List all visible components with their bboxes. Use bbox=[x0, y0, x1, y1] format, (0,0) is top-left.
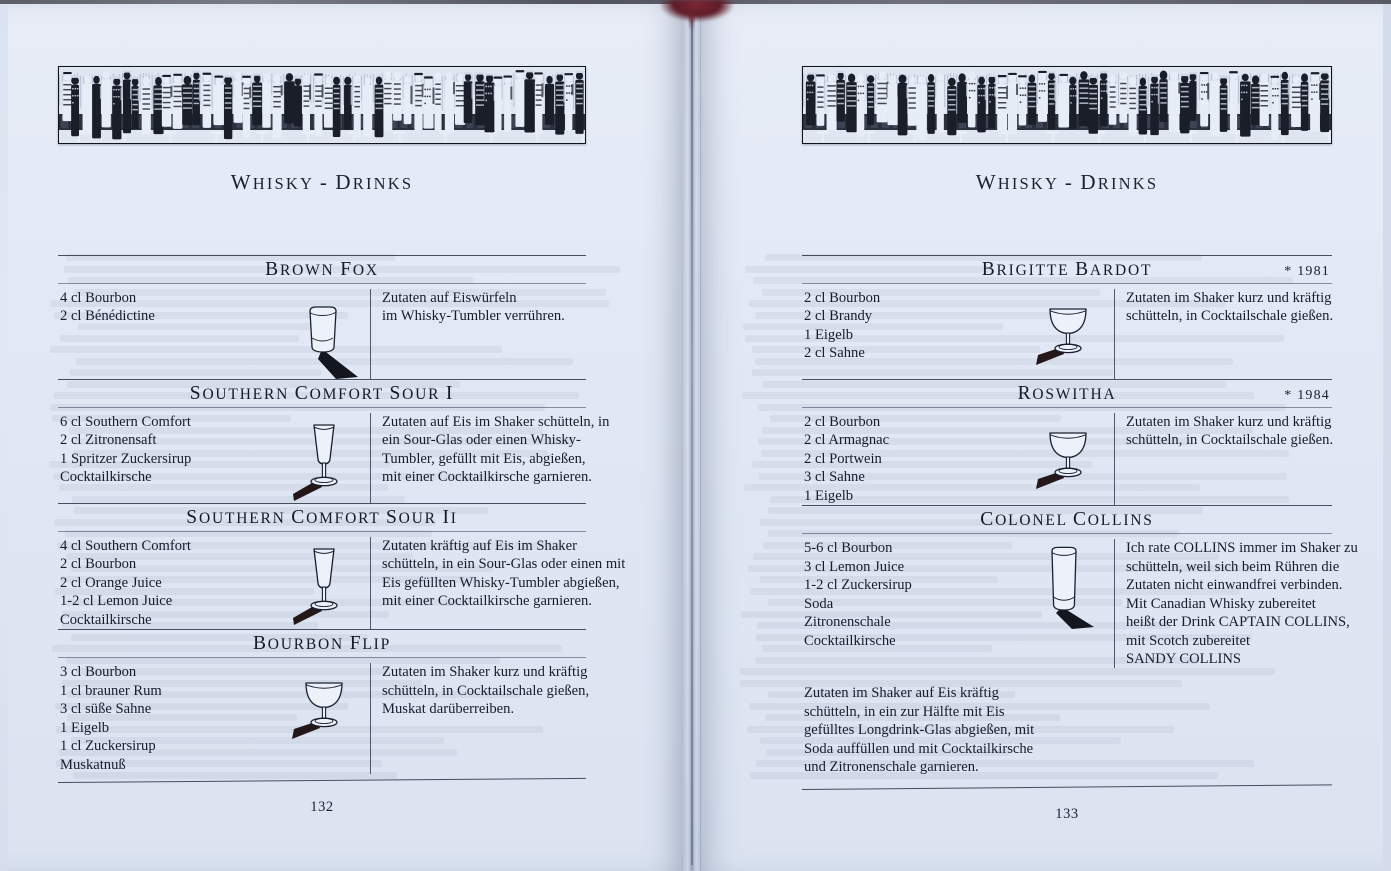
instruction-text bbox=[1124, 413, 1333, 450]
ingredient-item: 3 cl Bourbon bbox=[60, 664, 137, 681]
recipe-card bbox=[58, 255, 586, 379]
instruction-line: mit einer Cocktailkirsche garnieren. bbox=[382, 593, 592, 610]
instruction-line: schütteln, in Cocktailschale gießen, bbox=[382, 682, 590, 699]
recipe-under-rule bbox=[802, 533, 1332, 534]
ingredient-item: 1 Eigelb bbox=[60, 719, 110, 736]
ingredient-item: 2 cl Bourbon bbox=[804, 414, 881, 430]
ingredient-list bbox=[802, 539, 1036, 650]
column-divider bbox=[370, 413, 371, 503]
ingredient-item: Muskatnuß bbox=[60, 756, 126, 773]
column-divider bbox=[1114, 289, 1115, 379]
page-title-left: WHISKY - DRINKS bbox=[230, 170, 414, 194]
ingredient-list bbox=[802, 413, 1036, 505]
recipe-year: * 1981 bbox=[1284, 264, 1330, 279]
glass-illustration bbox=[292, 663, 370, 753]
instruction-line: heißt der Drink CAPTAIN COLLINS, bbox=[1126, 614, 1350, 631]
instruction-line: Muskat darüberreiben. bbox=[382, 701, 515, 718]
ingredient-item: 1-2 cl Zuckersirup bbox=[804, 577, 912, 594]
ingredient-item: 2 cl Armagnac bbox=[804, 432, 890, 449]
recipe-under-rule bbox=[58, 283, 586, 284]
instruction-line: ein Sour-Glas oder einen Whisky- bbox=[382, 432, 581, 449]
ingredient-item: 3 cl Lemon Juice bbox=[804, 558, 905, 575]
ingredient-item: 2 cl Orange Juice bbox=[60, 574, 162, 591]
column-divider bbox=[370, 537, 371, 629]
ingredient-item: 1 Eigelb bbox=[804, 487, 854, 504]
ingredient-item: 2 cl Sahne bbox=[804, 345, 865, 362]
ingredient-item: Cocktailkirsche bbox=[804, 632, 896, 649]
instruction-line: Zutaten im Shaker kurz und kräftig bbox=[1126, 414, 1332, 430]
instruction-line: Zutaten kräftig auf Eis im Shaker bbox=[382, 538, 577, 554]
ingredient-list bbox=[58, 413, 292, 487]
instruction-line: im Whisky-Tumbler verrühren. bbox=[382, 308, 565, 325]
page-bottom-rule bbox=[802, 784, 1332, 790]
ingredient-item: 1 cl Zuckersirup bbox=[60, 738, 156, 755]
longdrink-glass-icon bbox=[1036, 541, 1114, 631]
recipe-title: SOUTHERN COMFORT SOUR I bbox=[189, 383, 455, 404]
glass-illustration bbox=[1036, 539, 1114, 629]
bookmark-ribbon bbox=[660, 0, 734, 22]
coupe-glass-icon bbox=[1036, 415, 1114, 505]
instruction-line: Zutaten nicht einwandfrei verbinden. bbox=[1126, 577, 1343, 594]
instruction-line: Eis gefüllten Whisky-Tumbler abgießen, bbox=[382, 574, 620, 591]
ingredient-item: 2 cl Bourbon bbox=[804, 290, 881, 306]
instruction-line: SANDY COLLINS bbox=[1126, 650, 1241, 667]
bookmark-ribbon-tail bbox=[689, 12, 694, 30]
column-divider bbox=[370, 663, 371, 774]
recipe-under-rule bbox=[58, 531, 586, 532]
recipe-under-rule bbox=[58, 657, 586, 658]
instruction-text bbox=[380, 289, 586, 326]
recipe-title: BRIGITTE BARDOT * 1981 bbox=[981, 259, 1330, 280]
preparation-line: Soda auffüllen und mit Cocktailkirsche bbox=[804, 740, 1034, 757]
recipe-under-rule bbox=[802, 407, 1332, 408]
recipe-list-right bbox=[802, 255, 1358, 790]
recipe-title: BOURBON FLIP bbox=[252, 633, 392, 655]
recipe-under-rule bbox=[802, 283, 1332, 284]
recipe-card bbox=[58, 629, 590, 774]
ingredient-list bbox=[58, 663, 292, 774]
ingredient-item: 2 cl Bénédictine bbox=[60, 308, 155, 325]
ingredient-item: 2 cl Brandy bbox=[804, 308, 873, 325]
flute-glass-icon bbox=[292, 539, 370, 629]
preparation-line: Zutaten im Shaker auf Eis kräftig bbox=[804, 685, 999, 702]
ingredient-item: 3 cl süße Sahne bbox=[60, 701, 152, 718]
coupe-glass-icon bbox=[292, 665, 370, 755]
ingredient-item: 2 cl Bourbon bbox=[60, 556, 137, 573]
recipe-title: SOUTHERN COMFORT SOUR II bbox=[186, 507, 458, 528]
instruction-text bbox=[1124, 289, 1333, 326]
instruction-line: schütteln, in ein Sour-Glas oder einen mit bbox=[382, 556, 626, 573]
recipe-title: ROSWITHA * 1984 bbox=[1017, 383, 1330, 404]
ingredient-item: 1 Eigelb bbox=[804, 326, 854, 343]
ingredient-item: 3 cl Sahne bbox=[804, 469, 865, 486]
ingredient-item: 5-6 cl Bourbon bbox=[804, 540, 893, 557]
page-title-right: WHISKY - DRINKS bbox=[975, 170, 1159, 194]
ingredient-item: Zitronenschale bbox=[804, 614, 891, 631]
ingredient-item: 6 cl Southern Comfort bbox=[60, 414, 191, 430]
glass-illustration bbox=[1036, 413, 1114, 503]
column-divider bbox=[1114, 539, 1115, 668]
glass-illustration bbox=[1036, 289, 1114, 379]
flute-glass-icon bbox=[292, 415, 370, 505]
column-divider bbox=[1114, 413, 1115, 505]
recipe-title: BROWN FOX bbox=[265, 259, 379, 280]
glass-illustration bbox=[292, 537, 370, 627]
column-divider bbox=[370, 289, 371, 379]
coupe-glass-icon bbox=[1036, 291, 1114, 381]
ingredient-item: 1 Spritzer Zuckersirup bbox=[60, 450, 192, 467]
instruction-text bbox=[1124, 539, 1358, 668]
instruction-text bbox=[380, 537, 625, 611]
recipe-under-rule bbox=[58, 407, 586, 408]
ingredient-list bbox=[58, 537, 292, 629]
ingredient-item: Soda bbox=[804, 595, 834, 612]
ingredient-item: 1-2 cl Lemon Juice bbox=[60, 593, 173, 610]
ingredient-item: 1 cl brauner Rum bbox=[60, 682, 162, 699]
preparation-line: gefülltes Longdrink-Glas abgießen, mit bbox=[804, 722, 1035, 739]
book-spine-crease bbox=[691, 20, 693, 865]
ingredient-item: 2 cl Portwein bbox=[804, 450, 882, 467]
bar-scene-woodcut-icon bbox=[802, 66, 1332, 144]
bar-scene-woodcut-icon bbox=[58, 66, 586, 144]
open-book-spread bbox=[0, 4, 1391, 871]
preparation-note bbox=[802, 668, 1074, 780]
instruction-line: mit Scotch zubereitet bbox=[1126, 632, 1251, 649]
recipe-list-left bbox=[58, 255, 626, 783]
recipe-year: * 1984 bbox=[1284, 388, 1330, 403]
ingredient-item: 4 cl Southern Comfort bbox=[60, 538, 191, 554]
page-bottom-rule bbox=[58, 778, 586, 783]
ingredient-item: Cocktailkirsche bbox=[60, 611, 152, 628]
instruction-line: mit einer Cocktailkirsche garnieren. bbox=[382, 469, 592, 486]
recipe-card bbox=[58, 503, 626, 629]
ingredient-item: Cocktailkirsche bbox=[60, 469, 152, 486]
page-content-right bbox=[802, 4, 1358, 823]
instruction-line: Zutaten auf Eis im Shaker schütteln, in bbox=[382, 414, 610, 430]
page-content-left bbox=[58, 4, 626, 816]
tumbler-glass-icon bbox=[292, 291, 370, 381]
preparation-line: schütteln, in ein zur Hälfte mit Eis bbox=[804, 703, 1005, 720]
instruction-line: Tumbler, gefüllt mit Eis, abgießen, bbox=[382, 450, 586, 467]
instruction-line: schütteln, in Cocktailschale gießen. bbox=[1126, 432, 1334, 449]
recipe-card bbox=[58, 379, 610, 503]
instruction-text bbox=[380, 663, 589, 718]
recipe-card bbox=[802, 379, 1332, 505]
page-number-left: 132 bbox=[310, 798, 334, 815]
instruction-line: Ich rate COLLINS immer im Shaker zu bbox=[1126, 540, 1358, 557]
recipe-card bbox=[802, 505, 1358, 780]
ingredient-item: 4 cl Bourbon bbox=[60, 290, 137, 306]
glass-illustration bbox=[292, 289, 370, 379]
instruction-line: Zutaten auf Eiswürfeln bbox=[382, 290, 517, 306]
recipe-title: COLONEL COLLINS bbox=[980, 509, 1154, 531]
ingredient-list bbox=[58, 289, 292, 326]
instruction-line: Mit Canadian Whisky zubereitet bbox=[1126, 595, 1316, 612]
glass-illustration bbox=[292, 413, 370, 503]
preparation-line: und Zitronenschale garnieren. bbox=[804, 759, 979, 776]
instruction-text bbox=[380, 413, 609, 487]
instruction-line: Zutaten im Shaker kurz und kräftig bbox=[382, 664, 588, 681]
recipe-card bbox=[802, 255, 1332, 379]
ingredient-list bbox=[802, 289, 1036, 363]
instruction-line: Zutaten im Shaker kurz und kräftig bbox=[1126, 290, 1332, 306]
instruction-line: schütteln, weil sich beim Rühren die bbox=[1126, 558, 1340, 575]
page-number-right: 133 bbox=[1055, 805, 1079, 822]
ingredient-item: 2 cl Zitronensaft bbox=[60, 432, 157, 449]
instruction-line: schütteln, in Cocktailschale gießen. bbox=[1126, 308, 1334, 325]
